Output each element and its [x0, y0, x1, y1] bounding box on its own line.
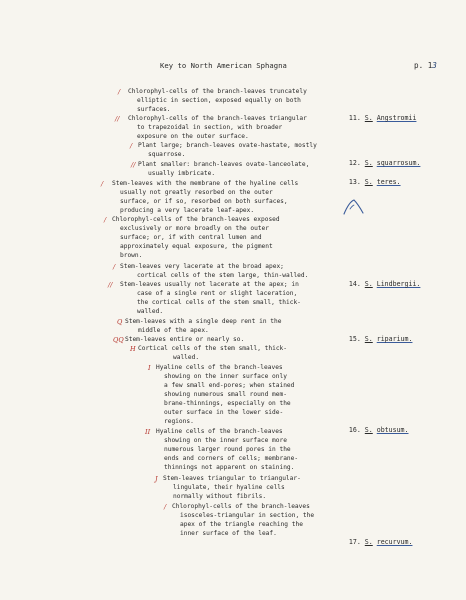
key-line: Chlorophyl-cells of the branch-leaves truncately	[128, 88, 307, 95]
species-number: 14.	[348, 280, 361, 288]
key-line: inner surface of the leaf.	[180, 530, 277, 537]
species-entry	[333, 418, 409, 442]
key-line: Stem-leaves triangular to triangular-	[163, 475, 301, 482]
margin-mark: H	[130, 345, 136, 353]
key-line: numerous larger round pores in the	[164, 446, 291, 453]
key-line: isosceles-triangular in section, the	[180, 512, 315, 519]
key-line: walled.	[173, 354, 200, 361]
key-line: Stem-leaves usually not lacerate at the apex; in	[120, 281, 299, 288]
key-line: exclusively or more broadly on the outer	[120, 225, 270, 232]
margin-mark: /	[101, 180, 104, 188]
species-number: 13.	[348, 178, 361, 186]
margin-mark: //	[108, 281, 113, 289]
key-line: showing numerous small round mem-	[164, 391, 287, 398]
species-name: Lindbergii.	[376, 280, 421, 288]
key-line: Stem-leaves with the membrane of the hyaline cells	[112, 180, 299, 187]
margin-mark: /	[164, 503, 167, 511]
species-genus: S.	[364, 178, 373, 186]
key-line: exposure on the outer surface.	[137, 133, 249, 140]
key-line: Stem-leaves entire or nearly so.	[125, 336, 245, 343]
species-number: 15.	[348, 335, 361, 343]
page-number	[414, 61, 437, 70]
margin-mark: I	[148, 364, 151, 372]
key-line: cortical cells of the stem large, thin-walled.	[137, 272, 309, 279]
species-number: 11.	[348, 114, 361, 122]
margin-mark: /	[104, 216, 107, 224]
species-name: obtusum.	[376, 426, 409, 434]
key-line: usually imbricate.	[148, 170, 216, 177]
key-line: Stem-leaves very lacerate at the broad apex;	[120, 263, 284, 270]
key-line: apex of the triangle reaching the	[180, 521, 303, 528]
key-line: Plant large; branch-leaves ovate-hastate, mostly	[138, 142, 317, 149]
key-line: surface; or, if with central lumen and	[120, 234, 262, 241]
key-line: Chlorophyl-cells of the branch-leaves exposed	[112, 216, 280, 223]
margin-mark: /	[118, 88, 121, 96]
key-line: to trapezoidal in section, with broader	[137, 124, 283, 131]
key-line: surface, or if so, resorbed on both surfaces,	[120, 198, 288, 205]
margin-mark: /	[113, 263, 116, 271]
key-line: Hyaline cells of the branch-leaves	[156, 364, 283, 371]
key-line: case of a single rent or slight laceration,	[137, 290, 298, 297]
key-line: usually not greatly resorbed on the outer	[120, 189, 273, 196]
page-number-handwritten: 3	[432, 61, 437, 70]
key-line: producing a very lacerate leaf-apex.	[120, 207, 255, 214]
species-entry	[333, 272, 420, 296]
key-line: squarrose.	[148, 151, 186, 158]
key-line: Stem-leaves with a single deep rent in the	[125, 318, 282, 325]
key-line: thinnings not apparent on staining.	[164, 464, 295, 471]
key-line: Plant smaller: branch-leaves ovate-lanceolate,	[138, 161, 310, 168]
species-name: recurvum.	[376, 538, 413, 546]
key-line: middle of the apex.	[138, 327, 209, 334]
species-number: 16.	[348, 426, 361, 434]
species-name: Angstromii	[376, 114, 417, 122]
margin-mark: J	[155, 475, 158, 483]
key-line: ends and corners of cells; membrane-	[164, 455, 299, 462]
key-line: outer surface in the lower side-	[164, 409, 284, 416]
page-number-prefix: p. 1	[414, 61, 433, 70]
margin-mark: QQ	[113, 336, 124, 344]
key-line: Chlorophyl-cells of the branch-leaves triangular	[128, 115, 307, 122]
species-name: riparium.	[376, 335, 413, 343]
species-number: 17.	[348, 538, 361, 546]
key-line: regions.	[164, 418, 194, 425]
species-genus: S.	[364, 538, 373, 546]
key-line: approximately equal exposure, the pigment	[120, 243, 273, 250]
margin-mark: II	[145, 428, 151, 436]
key-line: brane-thinnings, especially on the	[164, 400, 291, 407]
key-line: Cortical cells of the stem small, thick-	[138, 345, 288, 352]
species-entry	[333, 530, 412, 554]
key-line: surfaces.	[137, 106, 171, 113]
species-genus: S.	[364, 114, 373, 122]
key-line: lingulate, their hyaline cells	[173, 484, 285, 491]
key-line: walled.	[137, 308, 164, 315]
key-line: the cortical cells of the stem small, thick-	[137, 299, 301, 306]
key-line: brown.	[120, 252, 143, 259]
species-genus: S.	[364, 335, 373, 343]
species-genus: S.	[364, 280, 373, 288]
species-genus: S.	[364, 159, 373, 167]
species-entry	[333, 170, 401, 194]
pencil-scribble-icon	[342, 196, 368, 218]
species-name: squarrosum.	[376, 159, 421, 167]
key-line: normally without fibrils.	[173, 493, 267, 500]
key-line: showing on the inner surface more	[164, 437, 287, 444]
key-line: showing on the inner surface only	[164, 373, 287, 380]
key-line: elliptic in section, exposed equally on both	[137, 97, 301, 104]
page-title: Key to North American Sphagna	[160, 61, 287, 70]
species-name: teres.	[376, 178, 401, 186]
margin-mark: Q	[117, 318, 123, 326]
species-genus: S.	[364, 426, 373, 434]
species-entry	[333, 106, 416, 130]
margin-mark: //	[115, 115, 120, 123]
key-line: Hyaline cells of the branch-leaves	[156, 428, 283, 435]
species-entry	[333, 327, 412, 351]
margin-mark: /	[130, 142, 133, 150]
margin-mark: //	[131, 161, 136, 169]
key-line: Chlorophyl-cells of the branch-leaves	[172, 503, 310, 510]
species-number: 12.	[348, 159, 361, 167]
key-line: a few small end-pores; when stained	[164, 382, 295, 389]
